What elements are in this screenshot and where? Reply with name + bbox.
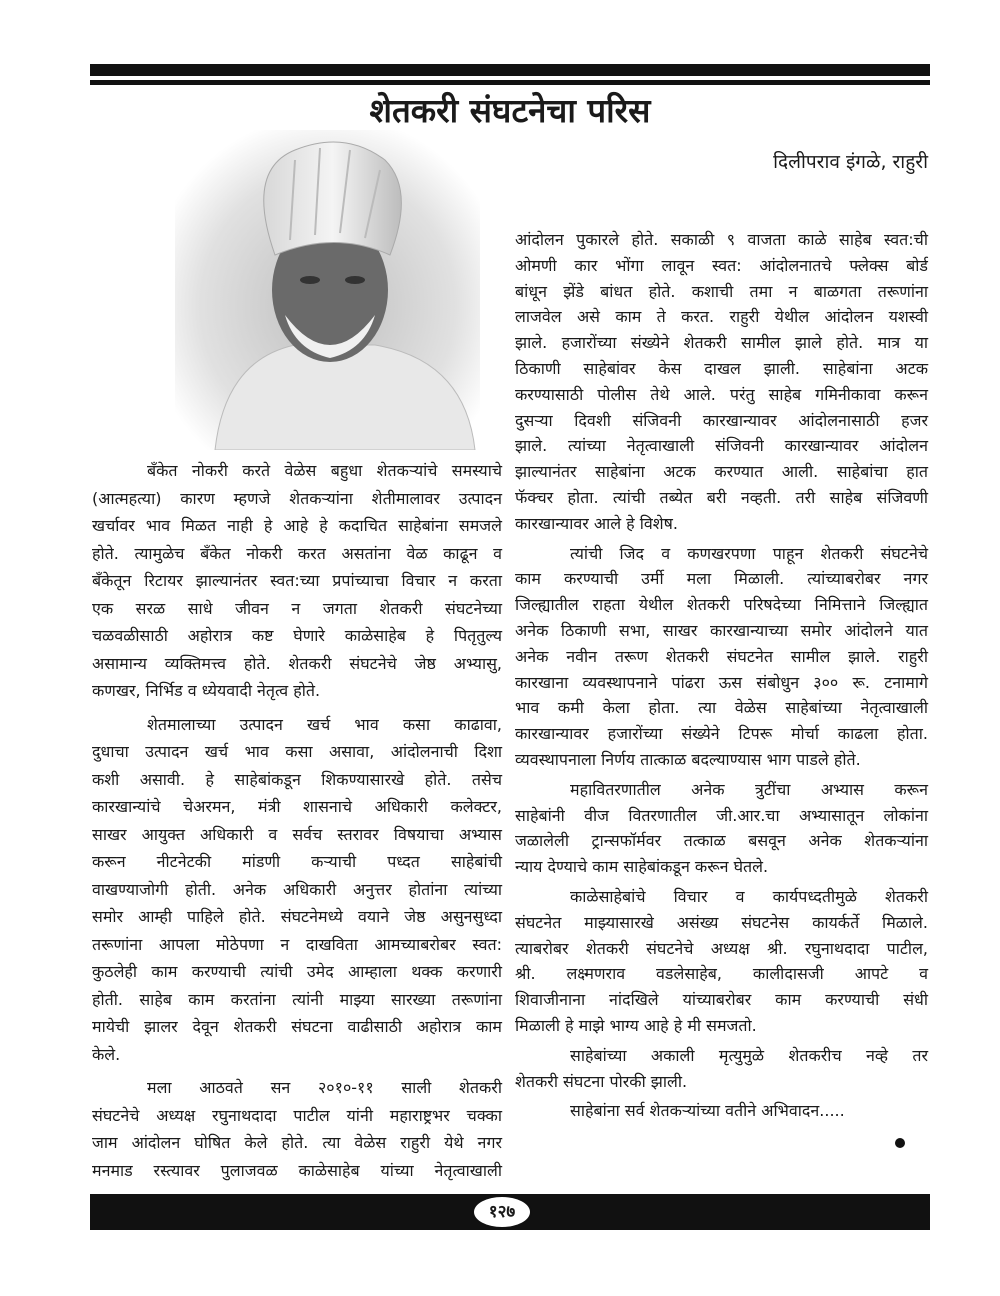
end-mark-bullet xyxy=(895,1138,905,1148)
text-line: साहेबांना सर्व शेतकऱ्यांच्या वतीने अभिवादन..... xyxy=(570,1101,845,1121)
page-number: १२७ xyxy=(472,1195,532,1229)
text-line: साहेबांनी वीज वितरणातील जी.आर.चा अभ्यासातून लोकांना xyxy=(515,805,928,825)
text-line: ठिकाणी साहेबांवर केस दाखल झाली. साहेबांना अटक xyxy=(515,358,928,378)
text-line: त्यांची जिद व कणखरपणा पाहून शेतकरी संघटनेचे xyxy=(570,543,928,563)
paragraph xyxy=(92,1074,502,1184)
text-line: होते. त्यामुळेच बँकेत नोकरी करत असतांना वेळ काढून व xyxy=(92,543,502,563)
article-author: दिलीपराव इंगळे, राहुरी xyxy=(773,151,928,173)
paragraph xyxy=(515,541,928,773)
portrait-photo xyxy=(175,130,480,450)
paragraph xyxy=(92,457,502,705)
text-line: झाले. त्यांच्या नेतृत्वाखाली संजिवनी कारखान्यावर आंदोलन xyxy=(515,436,928,456)
left-column xyxy=(92,457,502,1190)
text-line: फॅक्चर होता. त्यांची तब्येत बरी नव्हती. तरी साहेब संजिवणी xyxy=(515,487,928,507)
text-line: जिल्ह्यातील राहता येथील शेतकरी परिषदेच्या निमित्ताने जिल्ह्यात xyxy=(515,595,928,615)
paragraph xyxy=(515,227,928,537)
text-line: साखर आयुक्त अधिकारी व सर्वच स्तरावर विषयाचा अभ्यास xyxy=(92,824,502,844)
text-line: मनमाड रस्त्यावर पुलाजवळ काळेसाहेब यांच्या नेतृत्वाखाली xyxy=(92,1160,502,1180)
text-line: (आत्महत्या) कारण म्हणजे शेतकऱ्यांना शेतीमालावर उत्पादन xyxy=(92,488,502,508)
text-line: भाव कमी केला होता. त्या वेळेस साहेबांच्या नेतृत्वाखाली xyxy=(515,698,928,718)
paragraph xyxy=(515,884,928,1039)
text-line: शेतकरी संघटना पोरकी झाली. xyxy=(515,1071,688,1091)
text-line: शेतमालाच्या उत्पादन खर्च भाव कसा काढावा, xyxy=(147,714,502,734)
text-line: साहेबांच्या अकाली मृत्युमुळे शेतकरीच नव्हे तर xyxy=(570,1045,928,1065)
text-line: करण्यासाठी पोलीस तेथे आले. परंतु साहेब गमिनीकावा करून xyxy=(515,384,928,404)
text-line: मिळाली हे माझे भाग्य आहे हे मी समजतो. xyxy=(515,1015,757,1035)
paragraph xyxy=(515,1043,928,1095)
text-line: श्री. लक्ष्मणराव वडलेसाहेब, कालीदासजी आपटे व xyxy=(515,964,928,984)
paragraph xyxy=(92,711,502,1069)
text-line: महावितरणातील अनेक त्रुटींचा अभ्यास करून xyxy=(570,779,928,799)
text-line: कणखर, निर्भिड व ध्येयवादी नेतृत्व होते. xyxy=(92,681,321,700)
header-rule-thick xyxy=(90,64,930,76)
text-line: शिवाजीनाना नांदखिले यांच्याबरोबर काम करण्याची संधी xyxy=(515,990,928,1010)
paragraph xyxy=(515,777,928,880)
text-line: संघटनेचे अध्यक्ष रघुनाथदादा पाटील यांनी महाराष्ट्रभर चक्का xyxy=(92,1105,502,1125)
text-line: न्याय देण्याचे काम साहेबांकडून करून घेतले. xyxy=(515,857,769,877)
text-line: एक सरळ साधे जीवन न जगता शेतकरी संघटनेच्या xyxy=(92,598,502,618)
text-line: करून नीटनेटकी मांडणी कऱ्याची पध्दत साहेबांची xyxy=(92,852,502,871)
article-title: शेतकरी संघटनेचा परिस xyxy=(369,91,651,130)
text-line: कारखान्यांचे चेअरमन, मंत्री शासनाचे अधिकारी कलेक्टर, xyxy=(92,797,502,816)
text-line: बँकेत नोकरी करते वेळेस बहुधा शेतकऱ्यांचे समस्याचे xyxy=(147,461,502,480)
text-line: काम करण्याची उर्मी मला मिळाली. त्यांच्याबरोबर नगर xyxy=(515,569,928,589)
text-line: चळवळीसाठी अहोरात्र कष्ट घेणारे काळेसाहेब हे पितृतुल्य xyxy=(92,626,502,645)
text-line: बँकेतून रिटायर झाल्यानंतर स्वत:च्या प्रपांच्याचा विचार न करता xyxy=(92,571,502,590)
text-line: आंदोलन पुकारले होते. सकाळी ९ वाजता काळे साहेब स्वत:ची xyxy=(515,230,928,249)
text-line: झाल्यानंतर साहेबांना अटक करण्यात आली. साहेबांचा हात xyxy=(515,462,928,482)
text-line: कुठलेही काम करण्याची त्यांची उमेद आम्हाला थक्क करणारी xyxy=(92,962,502,981)
text-line: तरूणांना आपला मोठेपणा न दाखविता आमच्याबरोबर स्वत: xyxy=(92,934,502,954)
text-line: कारखान्यावर हजारोंच्या संख्येने टिपरू मोर्चा काढला होता. xyxy=(515,724,928,744)
text-line: व्यवस्थापनाला निर्णय तात्काळ बदल्याण्यास भाग पाडले होते. xyxy=(515,749,861,769)
text-line: दुधाचा उत्पादन खर्च भाव कसा असावा, आंदोलनाची दिशा xyxy=(92,742,502,761)
text-line: अनेक ठिकाणी सभा, साखर कारखान्याच्या समोर आंदोलने यात xyxy=(515,620,928,640)
text-line: ओमणी कार भोंगा लावून स्वत: आंदोलनातचे फ्लेक्स बोर्ड xyxy=(515,255,928,275)
text-line: मायेची झालर देवून शेतकरी संघटना वाढीसाठी अहोरात्र काम xyxy=(92,1017,502,1036)
text-line: काळेसाहेबांचे विचार व कार्यपध्दतीमुळे शेतकरी xyxy=(570,886,928,906)
right-column xyxy=(515,227,928,1128)
text-line: बांधून झेंडे बांधत होते. कशाची तमा न बाळगता तरूणांना xyxy=(515,281,928,301)
text-line: संघटनेत माझ्यासारखे असंख्य संघटनेस कायर्कर्ते मिळाले. xyxy=(515,912,928,932)
text-line: त्याबरोबर शेतकरी संघटनेचे अध्यक्ष श्री. रघुनाथदादा पाटील, xyxy=(515,938,928,958)
text-line: केले. xyxy=(92,1044,121,1064)
text-line: कारखाना व्यवस्थापनाने पांढरा ऊस संबोधुन ३०० रू. टनामागे xyxy=(515,672,928,692)
text-line: कशी असावी. हे साहेबांकडून शिकण्यासारखे होते. तसेच xyxy=(92,769,502,789)
text-line: दुसऱ्या दिवशी संजिवनी कारखान्यावर आंदोलनासाठी हजर xyxy=(515,410,928,430)
text-line: जळालेली ट्रान्सफॉर्मवर तत्काळ बसवून अनेक शेतकऱ्यांना xyxy=(515,831,928,851)
text-line: होती. साहेब काम करतांना त्यांनी माझ्या सारख्या तरूणांना xyxy=(92,989,502,1009)
text-line: समोर आम्ही पाहिले होते. संघटनेमध्ये वयाने जेष्ठ असुनसुध्दा xyxy=(92,907,502,926)
text-line: वाखण्याजोगी होती. अनेक अधिकारी अनुत्तर होतांना त्यांच्या xyxy=(92,879,502,899)
paragraph xyxy=(515,1098,928,1124)
text-line: खर्चावर भाव मिळत नाही हे आहे हे कदाचित साहेबांना समजले xyxy=(92,516,502,535)
text-line: झाले. हजारोंच्या संख्येने शेतकरी सामील झाले होते. मात्र या xyxy=(515,333,928,353)
header-rule-thin xyxy=(90,80,930,85)
text-line: असामान्य व्यक्तिमत्त्व होते. शेतकरी संघटनेचे जेष्ठ अभ्यासु, xyxy=(92,653,502,673)
text-line: जाम आंदोलन घोषित केले होते. त्या वेळेस राहुरी येथे नगर xyxy=(92,1133,502,1152)
text-line: अनेक नवीन तरूण शेतकरी संघटनेत सामील झाले. राहुरी xyxy=(515,646,928,666)
text-line: कारखान्यावर आले हे विशेष. xyxy=(515,513,679,533)
text-line: लाजवेल असे काम ते करत. राहुरी येथील आंदोलन यशस्वी xyxy=(515,307,928,327)
text-line: मला आठवते सन २०१०-११ साली शेतकरी xyxy=(147,1078,502,1097)
